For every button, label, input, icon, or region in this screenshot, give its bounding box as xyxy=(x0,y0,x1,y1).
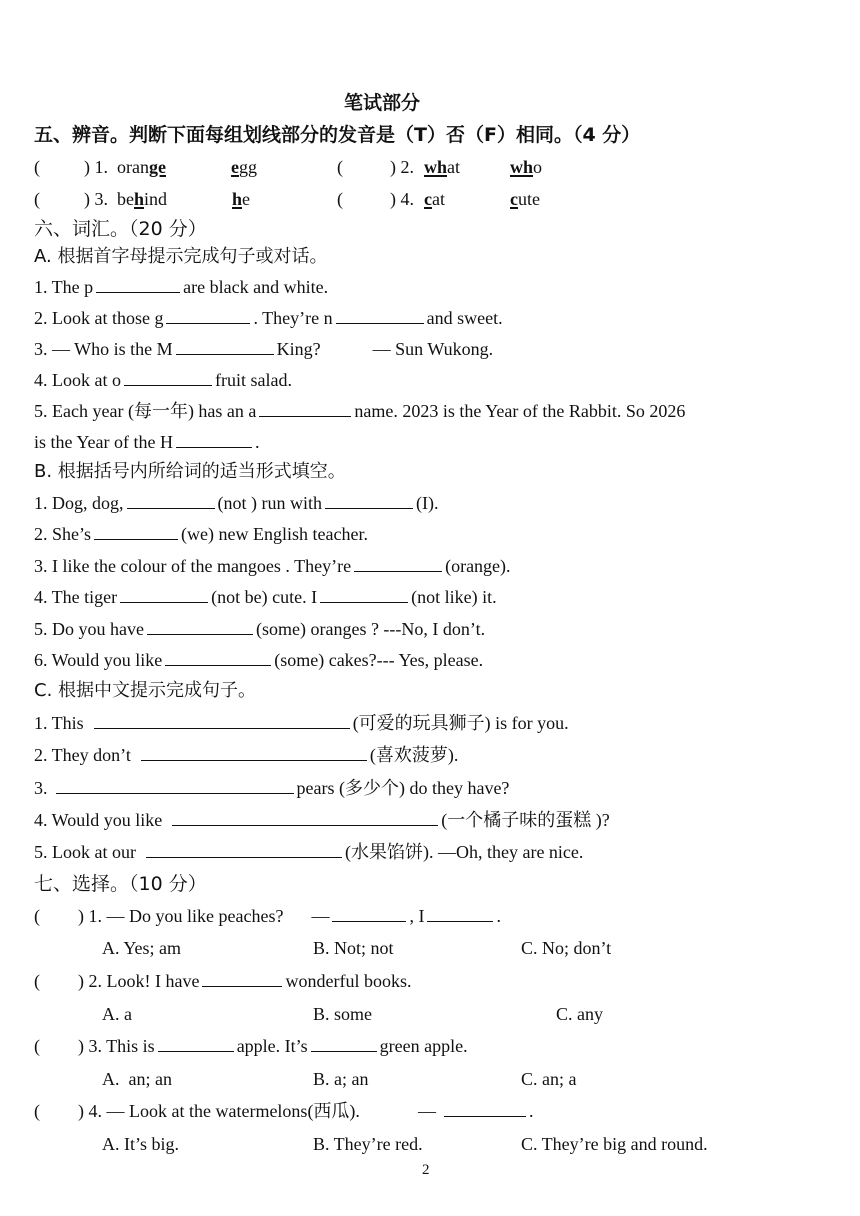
s6b-item-4: 4. The tiger (not be) cute. I (not like) it. xyxy=(34,587,497,607)
s7-q4-option-a[interactable]: A. It’s big. xyxy=(102,1134,180,1154)
s5-item-3-word-2: he xyxy=(232,189,251,209)
s7-q1-option-b[interactable]: B. Not; not xyxy=(313,938,394,958)
s5-item-2-word-2: who xyxy=(510,157,543,177)
s7-q3-option-b[interactable]: B. a; an xyxy=(313,1069,369,1089)
s5-item-4-word-2: cute xyxy=(510,189,540,209)
answer-blank[interactable] xyxy=(96,276,180,293)
s5-item-3-word-1: behind xyxy=(117,189,168,209)
section-5-heading: 五、辨音。判断下面每组划线部分的发音是（T）否（F）相同。（4 分） xyxy=(34,124,641,146)
answer-blank[interactable] xyxy=(146,841,342,858)
section-6-heading: 六、词汇。（20 分） xyxy=(34,218,207,240)
paren-open: ( xyxy=(34,157,40,177)
s5-item-2-num: ) 2. xyxy=(390,157,414,177)
s5-item-3-num: ) 3. xyxy=(84,189,108,209)
s7-q2-paren: ( xyxy=(34,971,40,991)
answer-blank[interactable] xyxy=(94,523,178,540)
answer-blank[interactable] xyxy=(124,369,212,386)
answer-blank[interactable] xyxy=(202,970,282,987)
s6c-item-4: 4. Would you like (一个橘子味的蛋糕 )? xyxy=(34,810,610,830)
page-number: 2 xyxy=(422,1162,430,1178)
answer-blank[interactable] xyxy=(332,905,406,922)
s7-q2-stem: ) 2. Look! I have wonderful books. xyxy=(78,971,412,991)
s7-q1-stem: ) 1. — Do you like peaches? — , I . xyxy=(78,906,501,926)
s6a-item-4: 4. Look at o fruit salad. xyxy=(34,370,292,390)
s6b-item-5: 5. Do you have (some) oranges ? ---No, I don’t. xyxy=(34,619,486,639)
s6a-item-5-cont: is the Year of the H . xyxy=(34,432,260,452)
answer-blank[interactable] xyxy=(325,492,413,509)
s5-item-1 xyxy=(34,156,40,178)
s6a-item-3: 3. — Who is the M King? — Sun Wukong. xyxy=(34,339,494,359)
answer-blank[interactable] xyxy=(120,586,208,603)
s6b-item-2: 2. She’s (we) new English teacher. xyxy=(34,524,368,544)
s7-q1-paren: ( xyxy=(34,906,40,926)
s5-item-4-word-1: cat xyxy=(424,189,445,209)
s7-q3-stem: ) 3. This is apple. It’s green apple. xyxy=(78,1036,468,1056)
section-6b-heading: B. 根据括号内所给词的适当形式填空。 xyxy=(34,461,346,482)
s7-q4-option-c[interactable]: C. They’re big and round. xyxy=(521,1134,708,1154)
answer-blank[interactable] xyxy=(311,1035,377,1052)
s7-q1-option-a[interactable]: A. Yes; am xyxy=(102,938,182,958)
s6a-item-2: 2. Look at those g . They’re n and sweet. xyxy=(34,308,503,328)
s6c-item-3: 3. pears (多少个) do they have? xyxy=(34,778,510,798)
s5-item-3-paren: ( xyxy=(34,189,40,209)
answer-blank[interactable] xyxy=(444,1100,526,1117)
s7-q4-option-b[interactable]: B. They’re red. xyxy=(313,1134,423,1154)
answer-blank[interactable] xyxy=(127,492,215,509)
s7-q2-option-a[interactable]: A. a xyxy=(102,1004,132,1024)
s5-item-2-word-1: what xyxy=(424,157,461,177)
s6b-item-3: 3. I like the colour of the mangoes . They’re (orange). xyxy=(34,556,511,576)
s6b-item-1: 1. Dog, dog, (not ) run with (I). xyxy=(34,493,439,513)
s7-q3-option-c[interactable]: C. an; a xyxy=(521,1069,577,1089)
answer-blank[interactable] xyxy=(172,809,438,826)
page-title: 笔试部分 xyxy=(344,92,421,114)
answer-blank[interactable] xyxy=(158,1035,234,1052)
section-6c-heading: C. 根据中文提示完成句子。 xyxy=(34,680,257,701)
answer-blank[interactable] xyxy=(147,618,253,635)
s7-q3-paren: ( xyxy=(34,1036,40,1056)
answer-blank[interactable] xyxy=(176,338,274,355)
answer-blank[interactable] xyxy=(94,712,350,729)
s6b-item-6: 6. Would you like (some) cakes?--- Yes, please. xyxy=(34,650,484,670)
s6a-item-5: 5. Each year (每一年) has an a name. 2023 is the Year of the Rabbit. So 2026 xyxy=(34,401,686,421)
section-7-heading: 七、选择。（10 分） xyxy=(34,873,207,895)
s7-q2-option-c[interactable]: C. any xyxy=(556,1004,603,1024)
s7-q1-option-c[interactable]: C. No; don’t xyxy=(521,938,612,958)
answer-blank[interactable] xyxy=(427,905,493,922)
answer-blank[interactable] xyxy=(165,649,271,666)
answer-blank[interactable] xyxy=(56,777,294,794)
s5-item-4-num: ) 4. xyxy=(390,189,414,209)
s7-q4-paren: ( xyxy=(34,1101,40,1121)
s7-q4-stem: ) 4. — Look at the watermelons(西瓜). — . xyxy=(78,1101,534,1121)
s7-q2-option-b[interactable]: B. some xyxy=(313,1004,373,1024)
s6c-item-1: 1. This (可爱的玩具狮子) is for you. xyxy=(34,713,569,733)
answer-blank[interactable] xyxy=(141,744,367,761)
answer-blank[interactable] xyxy=(354,555,442,572)
answer-blank[interactable] xyxy=(320,586,408,603)
s6c-item-2: 2. They don’t (喜欢菠萝). xyxy=(34,745,459,765)
s7-q3-option-a[interactable]: A. an; an xyxy=(102,1069,172,1089)
s6a-item-1: 1. The p are black and white. xyxy=(34,277,329,297)
answer-blank[interactable] xyxy=(176,431,252,448)
s5-item-1-word-1: orange xyxy=(117,157,166,177)
answer-blank[interactable] xyxy=(166,307,250,324)
section-6a-heading: A. 根据首字母提示完成句子或对话。 xyxy=(34,246,328,267)
answer-blank[interactable] xyxy=(259,400,351,417)
s5-item-4-paren: ( xyxy=(337,189,343,209)
s5-item-2-paren: ( xyxy=(337,157,343,177)
s5-item-1-num: ) 1. xyxy=(84,157,108,177)
s5-item-1-word-2: egg xyxy=(231,157,257,177)
s6c-item-5: 5. Look at our (水果馅饼). —Oh, they are nice. xyxy=(34,842,584,862)
answer-blank[interactable] xyxy=(336,307,424,324)
